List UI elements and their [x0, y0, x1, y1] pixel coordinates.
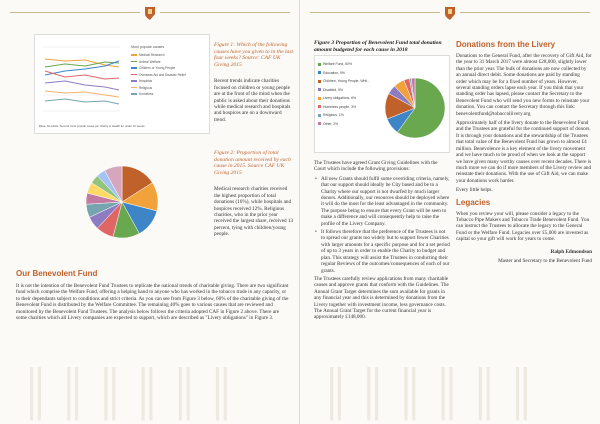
donations-paragraph-2: Approximately half of the livery donate to the Benevolent Fund and the Trustees are grateful for the continued support of donors. It is through your donations and the stewardship of the Trustees that total value of the Benevolent Fund has grown to almost £4 million. Benevolence is a key element of the livery movement and we have much to be proud of when we look at the support we have given many worthy causes over recent decades. There is much more we can do if more members of the Livery review and reinstate their donations. With the use of Gift Aid, we can make your donations work harder. [456, 120, 592, 184]
guideline-bullet: • All new Grants should fulfil some overriding criteria, namely, that our support should ideally be City based and be to a Charity where our support is not dwarfed by much larger donors. Additionally, our resources should be deployed where it will do the most for the least advantaged in the community. The purpose being to ensure that every Grant will be seen to make a difference and will consequently help to raise the profile of the Livery Company. [314, 176, 450, 227]
header-rule [460, 12, 590, 13]
fig3-legend-label: Other, 2% [323, 121, 339, 126]
line-series-7 [45, 99, 119, 104]
header-rule [160, 12, 290, 13]
fig3-legend-label: Welfare Fund, 60% [323, 62, 352, 66]
pie-svg [34, 146, 210, 258]
cause-donation-pie-chart [34, 146, 210, 258]
legend-item [131, 86, 186, 90]
legend-label: Homeless [139, 92, 154, 96]
legend-item [131, 66, 186, 70]
legend-swatch [131, 80, 137, 82]
fig3-legend-label: Children, Young People, Whit... [323, 79, 370, 83]
benevolent-fund-paragraph: It is not the intention of the Benevolent Fund Trustees to replicate the national trends of charitable giving. There are two significant fund which comprise the Welfare Fund, offering a helping hand to anyone who has worked in the tobacco trade in any capacity, or to their dependants subject to conditions and strict criteria. As you can see from Figure 3 below, 60% of the charitable giving of the Benevolent Fund is distributed by the Welfare Committee. The remaining 40% goes to various causes that are reviewed and monitored by the Benevolent Fund Trustees. The analysis below follows the criteria adopted CAF in Figure 2 above. There are some charities which all Livery companies are expected to support, which are described as "Livery obligations" in Figure 3. [16, 283, 289, 322]
legend-swatch [131, 54, 137, 56]
legend-label: Hospitals [139, 79, 153, 83]
legend-label: Religious [139, 85, 153, 90]
legend-title: Most popular causes [131, 45, 165, 49]
header-rule [10, 12, 140, 13]
donations-paragraph-1: Donations to the General Fund, after the recovery of Gift Aid, for the year to 31 March 2017 were almost £28,000, slightly lower than the prior year. The bulk of donations are now collected by an annual direct debit. Some donations are paid by standing order which may be for a fixed number of years. However, several standing orders lapse each year. If you think that your standing order has lapsed, please contact the Secretary to the Benevolent Fund who will send you new forms to reinstate your donation. You can contact the Secretary through this link: benevolentfund@tobaccoliivery.org [456, 53, 592, 117]
fig3-legend-label: Religious, 1% [323, 113, 344, 117]
line-chart-source-note: Base: All adults. Second most popular cause per charity in Health for under 16 weeks. [39, 124, 146, 128]
line-series-4 [45, 71, 119, 79]
review-paragraph: The Trustees carefully review applications from many charitable causes and approve grants that conform with the Guidelines. The Annual Grant Target determines the sum available for grants in any financial year and this is determined by donations from the Livery together with investment income, less governance costs. The Annual Grant Target for the current financial year is approximately £148,000. [314, 275, 449, 321]
fund-allocation-chart [314, 55, 450, 153]
line-series-6 [45, 91, 119, 97]
legend-swatch [131, 87, 137, 89]
legend-swatch [131, 74, 137, 76]
fig3-legend-label: Livery obligations, 6% [323, 96, 356, 100]
line-chart-legend [131, 53, 186, 99]
signature-name: Ralph Edmondson [550, 248, 592, 255]
fig3-pie-svg [315, 56, 451, 154]
legend-item [131, 92, 186, 96]
fig3-legend-label: Homeless people, 3% [323, 104, 356, 109]
line-series-5 [45, 81, 119, 90]
crest-icon [143, 5, 157, 21]
fig3-legend-label: Disabled, 5% [323, 87, 343, 92]
legend-swatch [131, 61, 137, 63]
legend-item [131, 79, 186, 83]
donations-heading: Donations from the Livery [456, 40, 556, 49]
signature-role: Master and Secretary to the Benevolent Fund [498, 257, 592, 264]
legacies-paragraph: When you review your will, please consider a legacy to the Tobacco Pipe Makers and Tobacco Trade Benevolent Fund. You can instruct the Trustees to allocate the legacy to the General Fund or the Welfare Fund. Legacies over £5,000 are invested as capital so your gift will work for years to come. [456, 210, 590, 243]
benevolent-fund-heading: Our Benevolent Fund [16, 269, 98, 278]
legend-label: Overseas Aid and Disaster Relief [139, 72, 186, 77]
pie-paragraph: Medical research charities received the highest proportion of total donations (16%), while hospitals and hospices received 12%. Religious charities, who in the prior year received the largest share, received 13 percent, tying with children/young people. [214, 186, 294, 238]
legend-swatch [131, 93, 137, 95]
trustees-intro: The Trustees have agreed Grant Giving Guidelines with the Court which include the following provisions: [314, 160, 438, 173]
guideline-bullet: • It follows therefore that the preference of the Trustees is not to spread our grants too widely but to support fewer Charities with larger amounts for a specific purpose and for a set period of up to 3 years in order to enable the Charity to budget and plan. This strategy will assist the Trustees in conducting their regular Reviews of the outcomes/consequences of each of our grants. [314, 229, 450, 274]
fig3-legend-label: Education, 9% [323, 70, 345, 75]
figure-3-caption: Figure 3 Proportion of Benevolent Fund total donation amount budgeted for each cause in 2018 [314, 40, 442, 53]
legend-item [131, 73, 186, 77]
trends-paragraph: Recent trends indicate charities focused on children or young people are at the front of the mind when the public is asked about their donations while medical research and hospitals and hospices are on a downward trend. [214, 78, 291, 123]
figure-1-caption: Figure 1: Which of the following causes have you given to in the last four weeks? Source: CAF UK Giving 2015 [214, 42, 294, 68]
legend-label: Animal Welfare [139, 59, 161, 64]
figure-2-caption: Figure 2: Proportion of total donation amount received by each cause in 2015. Source CAF UK Giving 2015 [214, 150, 291, 176]
legend-label: Medical Research [139, 53, 165, 57]
legacies-heading: Legacies [456, 197, 491, 207]
legend-swatch [131, 67, 137, 69]
crest-icon [443, 5, 457, 21]
header-rule [310, 12, 440, 13]
legend-item [131, 53, 186, 57]
page-watermark: ║║║║║║ [320, 368, 544, 417]
donations-paragraph-3: Every little helps. [456, 187, 493, 194]
right-page [300, 0, 600, 424]
legend-item [131, 60, 186, 64]
legend-label: Children or Young People [139, 66, 176, 70]
causes-line-chart [34, 34, 210, 134]
page-watermark: ║║║║║║ [20, 368, 244, 417]
